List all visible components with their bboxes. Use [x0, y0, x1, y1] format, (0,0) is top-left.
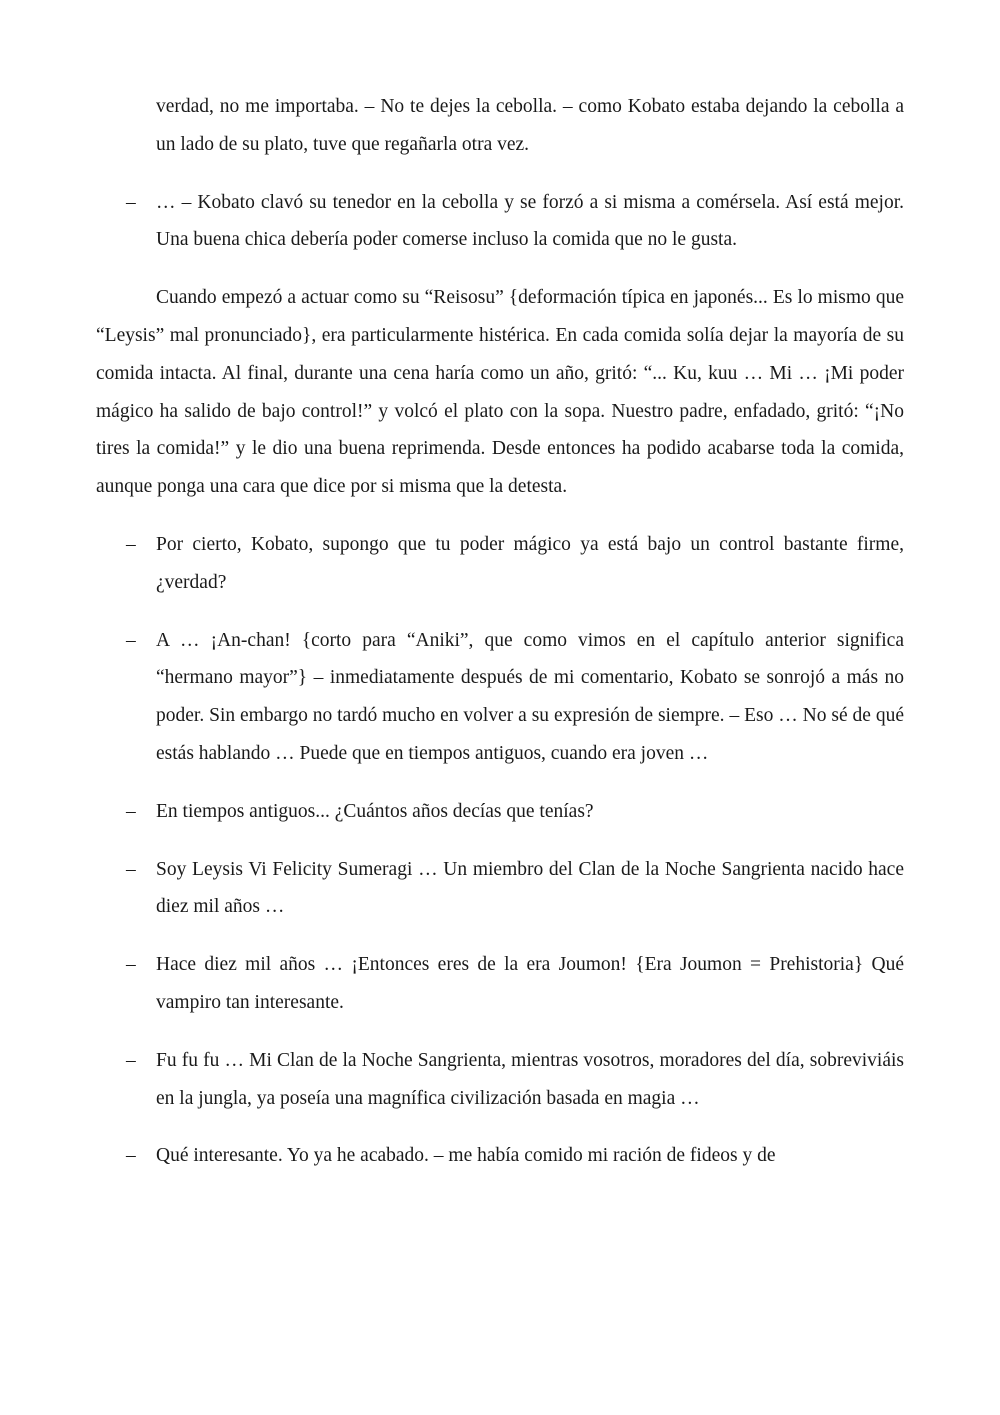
dialogue-line — [96, 1042, 904, 1118]
dialogue-text: A … ¡An-chan! {corto para “Aniki”, que como vimos en el capítulo anterior significa “hermano mayor”} – inmediatamente después de mi comentario, Kobato se sonrojó a más no poder. Sin embargo no tardó mucho en volver a su expresión de siempre. – Eso … No sé de qué estás hablando … Puede que en tiempos antiguos, cuando era joven … — [156, 629, 904, 764]
dialogue-line — [96, 526, 904, 602]
dialogue-line — [96, 1137, 904, 1175]
dialogue-dash: – — [126, 1145, 136, 1167]
dialogue-dash: – — [126, 800, 136, 822]
dialogue-dash: – — [126, 629, 136, 651]
dialogue-line — [96, 851, 904, 927]
dialogue-text: Por cierto, Kobato, supongo que tu poder mágico ya está bajo un control bastante firme, ¿verdad? — [156, 533, 904, 593]
dialogue-dash: – — [126, 1049, 136, 1071]
document-page — [96, 88, 904, 1195]
dialogue-text: Qué interesante. Yo ya he acabado. – me había comido mi ración de fideos y de — [156, 1145, 776, 1167]
dialogue-line — [96, 184, 904, 260]
dialogue-line — [96, 622, 904, 773]
dialogue-dash: – — [126, 191, 136, 213]
dialogue-text: … – Kobato clavó su tenedor en la cebolla y se forzó a si misma a comérsela. Así está mejor. Una buena chica debería poder comerse incluso la comida que no le gusta. — [156, 191, 904, 251]
dialogue-text: En tiempos antiguos... ¿Cuántos años decías que tenías? — [156, 800, 594, 822]
dialogue-dash: – — [126, 858, 136, 880]
dialogue-dash: – — [126, 954, 136, 976]
dialogue-text: Fu fu fu … Mi Clan de la Noche Sangrienta, mientras vosotros, moradores del día, sobreviviáis en la jungla, ya poseía una magnífica civilización basada en magia … — [156, 1049, 904, 1109]
dialogue-text: Hace diez mil años … ¡Entonces eres de la era Joumon! {Era Joumon = Prehistoria} Qué vampiro tan interesante. — [156, 954, 904, 1013]
narrative-paragraph: Cuando empezó a actuar como su “Reisosu” {deformación típica en japonés... Es lo mismo que “Leysis” mal pronunciado}, era particularmente histérica. En cada comida solía dejar la mayoría de su comida intacta. Al final, durante una cena haría como un año, gritó: “... Ku, kuu … Mi … ¡Mi poder mágico ha salido de bajo control!” y volcó el plato con la sopa. Nuestro padre, enfadado, gritó: “¡No tires la comida!” y le dio una buena reprimenda. Desde entonces ha podido acabarse toda la comida, aunque ponga una cara que dice por si misma que la detesta. — [96, 287, 904, 498]
dialogue-line — [96, 793, 904, 831]
dialogue-dash: – — [126, 533, 136, 555]
dialogue-text: Soy Leysis Vi Felicity Sumeragi … Un miembro del Clan de la Noche Sangrienta nacido hace diez mil años … — [156, 858, 904, 918]
dialogue-line — [96, 946, 904, 1022]
paragraph-continuation: verdad, no me importaba. – No te dejes la cebolla. – como Kobato estaba dejando la cebolla a un lado de su plato, tuve que regañarla otra vez. — [156, 96, 904, 155]
